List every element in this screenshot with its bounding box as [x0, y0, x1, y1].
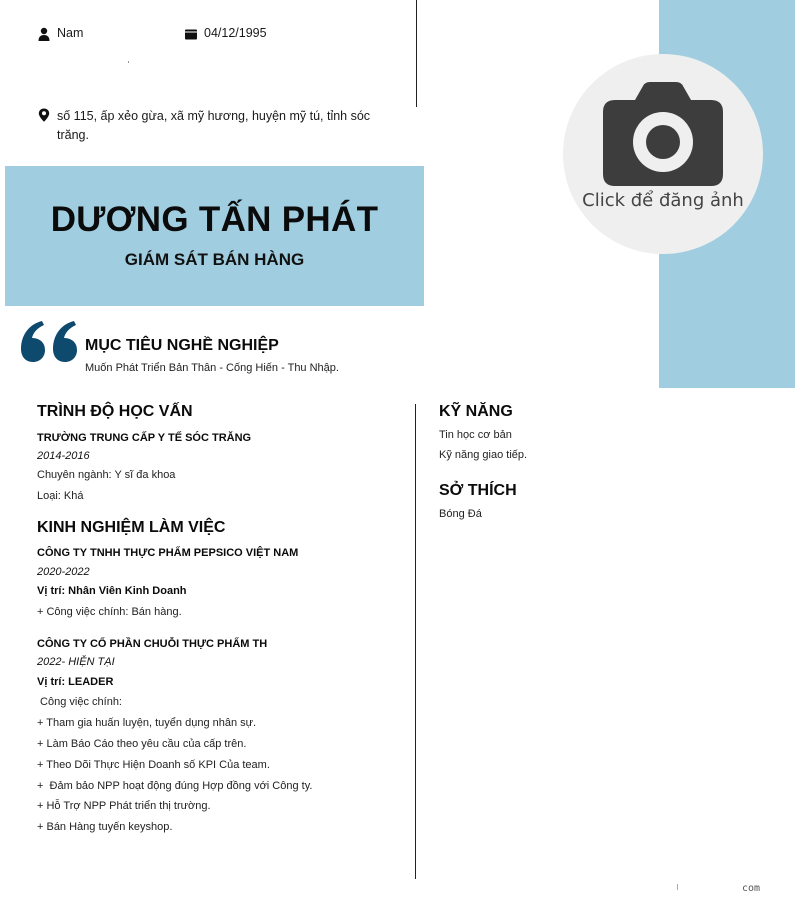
photo-upload-label: Click để đăng ảnh [582, 190, 744, 211]
education-title: TRÌNH ĐỘ HỌC VẤN [37, 403, 193, 420]
job-duty: Công việc chính: [37, 696, 122, 708]
column-divider [415, 404, 416, 879]
quote-icon [20, 320, 78, 362]
education-period: 2014-2016 [37, 450, 90, 462]
birthdate-value: 04/12/1995 [204, 26, 267, 40]
top-divider [416, 0, 417, 107]
objective-text: Muốn Phát Triển Bản Thân - Cống Hiến - Thu Nhập. [85, 362, 339, 374]
job-duty: + Làm Báo Cáo theo yêu cầu của cấp trên. [37, 738, 247, 750]
camera-icon [603, 82, 723, 186]
education-major: Chuyên ngành: Y sĩ đa khoa [37, 469, 176, 481]
job-duty: + Công việc chính: Bán hàng. [37, 606, 182, 618]
footer-tick [677, 884, 678, 890]
job-period: 2022- HIỆN TẠI [37, 656, 115, 668]
photo-upload[interactable] [563, 54, 763, 254]
objective-title: MỤC TIÊU NGHỀ NGHIỆP [85, 337, 279, 354]
hobby-item: Bóng Đá [439, 508, 482, 520]
job-company: CÔNG TY CỔ PHẦN CHUỖI THỰC PHẨM TH [37, 638, 268, 650]
job-position: Vị trí: Nhân Viên Kinh Doanh [37, 585, 187, 597]
person-icon [37, 27, 51, 41]
footer-watermark: com [742, 883, 761, 894]
separator-dot [128, 61, 129, 63]
skill-item: Tin học cơ bản [439, 429, 512, 441]
skill-item: Kỹ năng giao tiếp. [439, 449, 528, 461]
job-period: 2020-2022 [37, 566, 90, 578]
job-company: CÔNG TY TNHH THỰC PHẨM PEPSICO VIỆT NAM [37, 547, 299, 559]
candidate-name: DƯƠNG TẤN PHÁT [50, 200, 379, 239]
location-pin-icon [37, 108, 51, 122]
candidate-role: GIÁM SÁT BÁN HÀNG [124, 250, 305, 269]
gender-value: Nam [57, 26, 84, 40]
birthdate-info [184, 26, 267, 41]
job-duty: + Theo Dõi Thực Hiện Doanh số KPI Của team. [37, 759, 270, 771]
gender-info [37, 26, 83, 41]
job-duty: + Tham gia huấn luyện, tuyển dụng nhân sự. [37, 717, 257, 729]
hobbies-title: SỞ THÍCH [439, 482, 517, 499]
education-grade: Loại: Khá [37, 490, 84, 502]
experience-title: KINH NGHIỆM LÀM VIỆC [37, 519, 226, 536]
job-duty: + Hỗ Trợ NPP Phát triển thị trường. [37, 800, 211, 812]
address-info [37, 107, 377, 145]
calendar-icon [184, 27, 198, 41]
name-banner [5, 166, 424, 306]
address-value: số 115, ấp xẻo gừa, xã mỹ hương, huyện mỹ tú, tỉnh sóc trăng. [57, 109, 371, 142]
job-duty: + Đảm bảo NPP hoạt động đúng Hợp đồng với Công ty. [37, 780, 313, 792]
skills-title: KỸ NĂNG [439, 403, 513, 420]
job-position: Vị trí: LEADER [37, 676, 114, 688]
education-school: TRƯỜNG TRUNG CẤP Y TẾ SÓC TRĂNG [37, 432, 252, 444]
job-duty: + Bán Hàng tuyến keyshop. [37, 821, 173, 833]
